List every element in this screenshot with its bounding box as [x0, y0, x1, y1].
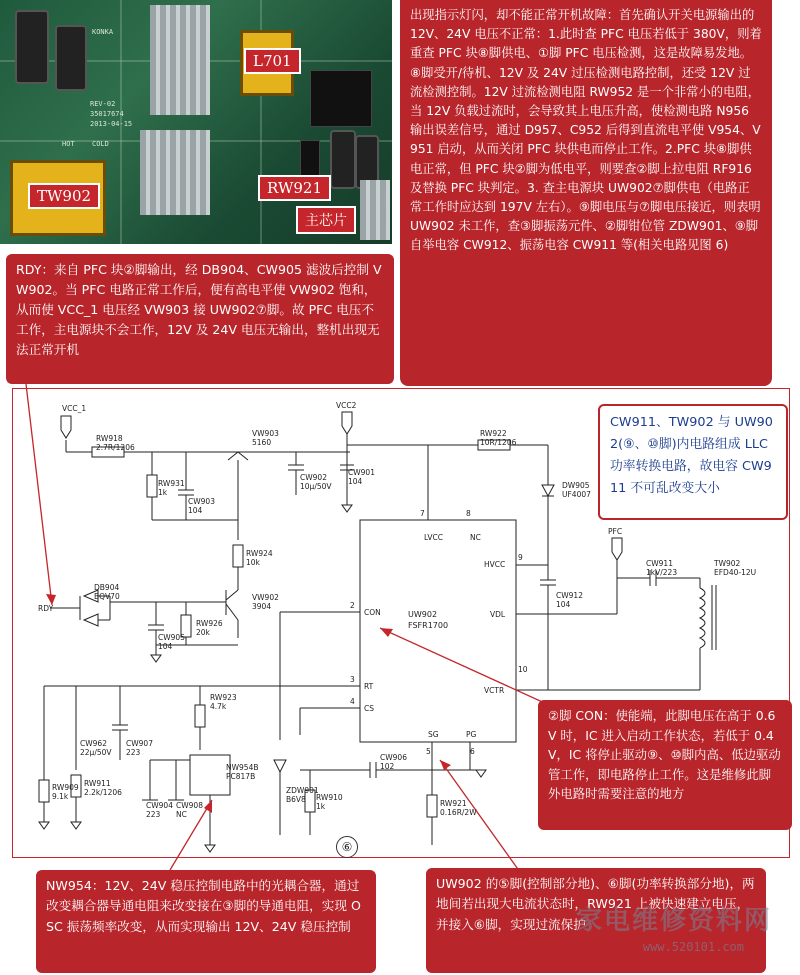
- pin-pg: PG: [466, 730, 477, 739]
- part-ref: RW918: [96, 434, 123, 443]
- pcb-hot-text: HOT: [62, 140, 75, 148]
- figure-number: ⑥: [336, 836, 358, 858]
- pin-number-9: 9: [518, 553, 523, 562]
- pin-hvcc: HVCC: [484, 560, 506, 569]
- pcb-brand-text: KONKA: [92, 28, 114, 36]
- part-ref: CW912: [556, 591, 583, 600]
- llc-callout: CW911、TW902 与 UW902(⑨、⑩脚)内电路组成 LLC 功率转换电路，故电容 CW911 不可乱改变大小: [598, 404, 788, 520]
- part-value: 104: [158, 642, 173, 651]
- pin-number-2: 2: [350, 601, 355, 610]
- part-value: 3904: [252, 602, 272, 611]
- part-ref: ZDW901: [286, 786, 319, 795]
- part-ref: VW902: [252, 593, 279, 602]
- part-value: 1kV/223: [646, 568, 678, 577]
- part-value: 5160: [252, 438, 272, 447]
- pin-lvcc: LVCC: [424, 533, 443, 542]
- pin-number-10: 10: [518, 665, 528, 674]
- part-value: 0.16R/2W: [440, 808, 477, 817]
- pin-number-7: 7: [420, 509, 425, 518]
- part-value: 10µ/50V: [300, 482, 332, 491]
- pin-number-4: 4: [350, 697, 355, 706]
- part-ref: DW905: [562, 481, 590, 490]
- part-value: BQV70: [94, 592, 120, 601]
- part-value: 102: [380, 762, 395, 771]
- part-value: EFD40-12U: [714, 568, 757, 577]
- vcc1-label: VCC_1: [62, 404, 87, 413]
- main-chip-tag: 主芯片: [296, 206, 356, 234]
- part-value: 20k: [196, 628, 210, 637]
- part-value: 22µ/50V: [80, 748, 112, 757]
- part-value: 10R/1206: [480, 438, 517, 447]
- part-ref: RW922: [480, 429, 507, 438]
- pin-vctr: VCTR: [484, 686, 505, 695]
- part-ref: RW926: [196, 619, 223, 628]
- part-ref: RW924: [246, 549, 273, 558]
- part-ref: CW906: [380, 753, 407, 762]
- pfc-label: PFC: [608, 527, 623, 536]
- tw902-tag: TW902: [28, 183, 100, 209]
- part-value: 104: [556, 600, 571, 609]
- pin-number-5: 5: [426, 747, 431, 756]
- pin-rt: RT: [364, 682, 374, 691]
- part-value: 9.1k: [52, 792, 69, 801]
- part-value: B6V8: [286, 795, 306, 804]
- rw921-tag: RW921: [258, 175, 331, 201]
- pcb-code-text: 35017674: [90, 110, 124, 118]
- part-ref: RW921: [440, 799, 467, 808]
- vcc2-label: VCC2: [336, 401, 357, 410]
- l701-tag: L701: [244, 48, 301, 74]
- part-ref: CW904: [146, 801, 173, 810]
- part-ref: NW954B: [226, 763, 259, 772]
- part-value: NC: [176, 810, 187, 819]
- part-ref: CW901: [348, 468, 375, 477]
- pin-sg: SG: [428, 730, 439, 739]
- part-ref: RW910: [316, 793, 343, 802]
- pin-cs: CS: [364, 704, 374, 713]
- part-ref: CW902: [300, 473, 327, 482]
- pcb-rev-text: REV-02: [90, 100, 116, 108]
- part-ref: RW923: [210, 693, 237, 702]
- part-ref: VW903: [252, 429, 279, 438]
- part-ref: DB904: [94, 583, 120, 592]
- rdy-callout: RDY：来自 PFC 块②脚输出，经 DB904、CW905 滤波后控制 VW902。当 PFC 电路正常工作后，便有高电平使 VW902 饱和，从而使 VCC_1 电压经 VW903 接 UW902⑦脚。故 PFC 电压不工作，主电源块不会工作，12V 及 24V 电压无输出，整机出现无法正常开机: [6, 254, 394, 384]
- pin-vdl: VDL: [490, 610, 506, 619]
- nw954-callout: NW954：12V、24V 稳压控制电路中的光耦合器，通过改变耦合器导通电阻来改变接在③脚的导通电阻，实现 OSC 振荡频率改变，从而实现输出 12V、24V 稳压控制: [36, 870, 376, 973]
- part-ref: CW905: [158, 633, 185, 642]
- part-value: 10k: [246, 558, 260, 567]
- watermark-logo: 家电维修资料网: [575, 906, 772, 936]
- part-value: 4.7k: [210, 702, 227, 711]
- part-value: UF4007: [562, 490, 591, 499]
- part-value: 223: [126, 748, 141, 757]
- part-ref: RW909: [52, 783, 79, 792]
- pin-number-3: 3: [350, 675, 355, 684]
- part-value: 223: [146, 810, 161, 819]
- pin-number-6: 6: [470, 747, 475, 756]
- rdy-label: RDY: [38, 604, 54, 613]
- part-value: PC817B: [226, 772, 256, 781]
- part-value: 104: [188, 506, 203, 515]
- uw902-ground-callout: UW902 的⑤脚(控制部分地)、⑥脚(功率转换部分地)，两地间若出现大电流状态时，RW921 上被快速建立电压，并接入⑥脚，实现过流保护: [426, 868, 766, 973]
- pin-con: CON: [364, 608, 381, 617]
- part-value: 2.7R/1206: [96, 443, 135, 452]
- con-callout: ②脚 CON：使能端，此脚电压在高于 0.6V 时，IC 进入启动工作状态，若低于 0.4V，IC 将停止驱动⑨、⑩脚内高、低边驱动管工作，即电路停止工作。这是维修此脚外电路时需要注意的地方: [538, 700, 792, 830]
- pin-nc: NC: [470, 533, 481, 542]
- part-value: 1k: [316, 802, 326, 811]
- part-value: 1k: [158, 488, 168, 497]
- part-ref: CW962: [80, 739, 107, 748]
- ic-name: UW902: [408, 610, 438, 619]
- part-ref: CW911: [646, 559, 673, 568]
- part-ref: CW907: [126, 739, 153, 748]
- part-ref: CW903: [188, 497, 215, 506]
- part-value: 104: [348, 477, 363, 486]
- diagnosis-callout: 出现指示灯闪，却不能正常开机故障：首先确认开关电源输出的 12V、24V 电压不正常：1.此时查 PFC 电压若低于 380V，则着重查 PFC 块⑧脚供电、①脚 PFC 电压检测，这是故障易发地。⑧脚受开/待机、12V 及 24V 过压检测电路控制，还受 12V 过流检测控制。12V 过流检测电阻 RW952 是一个非常小的电阻，当 12V 负载过流时，会导致其上电压升高，使检测电路 N956 输出误差信号，通过 D957、C952 后得到直流电平使 V954、V951 启动，从而关闭 PFC 块供电而停止工作。2.PFC 块⑧脚供电正常，但 PFC 块②脚为低电平，则要查②脚上拉电阻 RF916 及替换 PFC 块判定。3. 查主电源块 UW902⑦脚供电（电路正常工作时应达到 197V 左右）。⑨脚电压与⑦脚电压接近，则表明 UW902 未工作，查③脚振荡元件、②脚钳位管 ZDW901、⑨脚自举电容 CW912、振荡电容 CW911 等(相关电路见图 6): [400, 0, 772, 386]
- part-ref: TW902: [714, 559, 741, 568]
- ic-part: FSFR1700: [408, 621, 449, 630]
- part-ref: RW911: [84, 779, 111, 788]
- part-ref: CW908: [176, 801, 203, 810]
- pin-number-8: 8: [466, 509, 471, 518]
- watermark-url: www.520101.com: [642, 940, 744, 954]
- pcb-cold-text: COLD: [92, 140, 109, 148]
- part-value: 2.2k/1206: [84, 788, 122, 797]
- part-ref: RW931: [158, 479, 185, 488]
- pcb-date-text: 2013-04-15: [90, 120, 133, 128]
